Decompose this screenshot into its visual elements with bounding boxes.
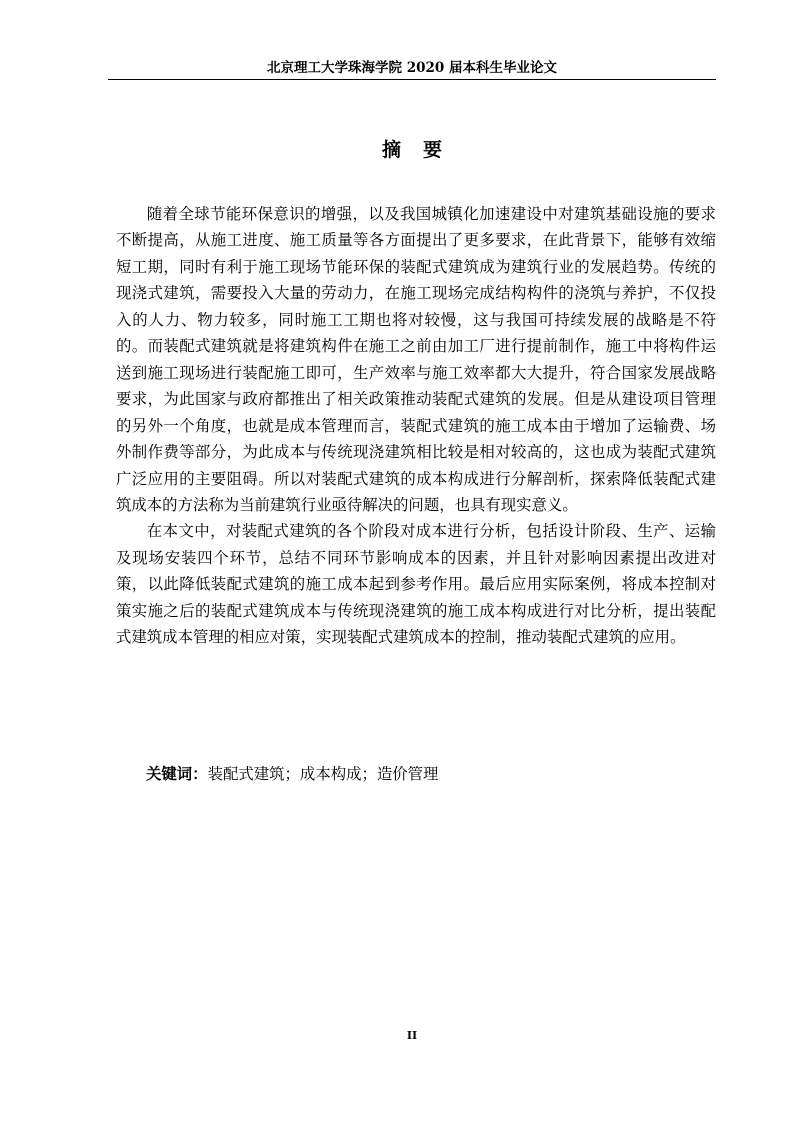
- abstract-paragraph-2: 在本文中，对装配式建筑的各个阶段对成本进行分析，包括设计阶段、生产、运输及现场安装四个环节，总结不同环节影响成本的因素，并且针对影响因素提出改进对策，以此降低装配式建筑的施工成本起到参考作用。最后应用实际案例，将成本控制对策实施之后的装配式建筑成本与传统现浇建筑的施工成本构成进行对比分析，提出装配式建筑成本管理的相应对策，实现装配式建筑成本的控制，推动装配式建筑的应用。: [116, 522, 716, 647]
- header-divider: [108, 79, 716, 80]
- keywords-value: 装配式建筑；成本构成；造价管理: [207, 765, 439, 783]
- abstract-paragraph-1: 随着全球节能环保意识的增强，以及我国城镇化加速建设中对建筑基础设施的要求不断提高，从施工进度、施工质量等各方面提出了更多要求，在此背景下，能够有效缩短工期，同时有利于施工现场节能环保的装配式建筑成为建筑行业的发展趋势。传统的现浇式建筑，需要投入大量的劳动力，在施工现场完成结构构件的浇筑与养护，不仅投入的人力、物力较多，同时施工工期也将对较慢，这与我国可持续发展的战略是不符的。而装配式建筑就是将建筑构件在施工之前由加工厂进行提前制作，施工中将构件运送到施工现场进行装配施工即可，生产效率与施工效率都大大提升，符合国家发展战略要求，为此国家与政府都推出了相关政策推动装配式建筑的发展。但是从建设项目管理的另外一个角度，也就是成本管理而言，装配式建筑的施工成本由于增加了运输费、场外制作费等部分，为此成本与传统现浇建筑相比较是相对较高的，这也成为装配式建筑广泛应用的主要阻碍。所以对装配式建筑的成本构成进行分解剖析，探索降低装配式建筑成本的方法称为当前建筑行业亟待解决的问题，也具有现实意义。: [116, 205, 716, 514]
- page-number: II: [406, 1029, 418, 1042]
- abstract-body: [116, 201, 716, 651]
- keywords-label: 关键词：: [146, 765, 208, 783]
- keywords-line: [146, 761, 438, 787]
- page-header: 北京理工大学珠海学院 2020 届本科生毕业论文: [267, 60, 557, 76]
- abstract-title: 摘要: [381, 139, 464, 161]
